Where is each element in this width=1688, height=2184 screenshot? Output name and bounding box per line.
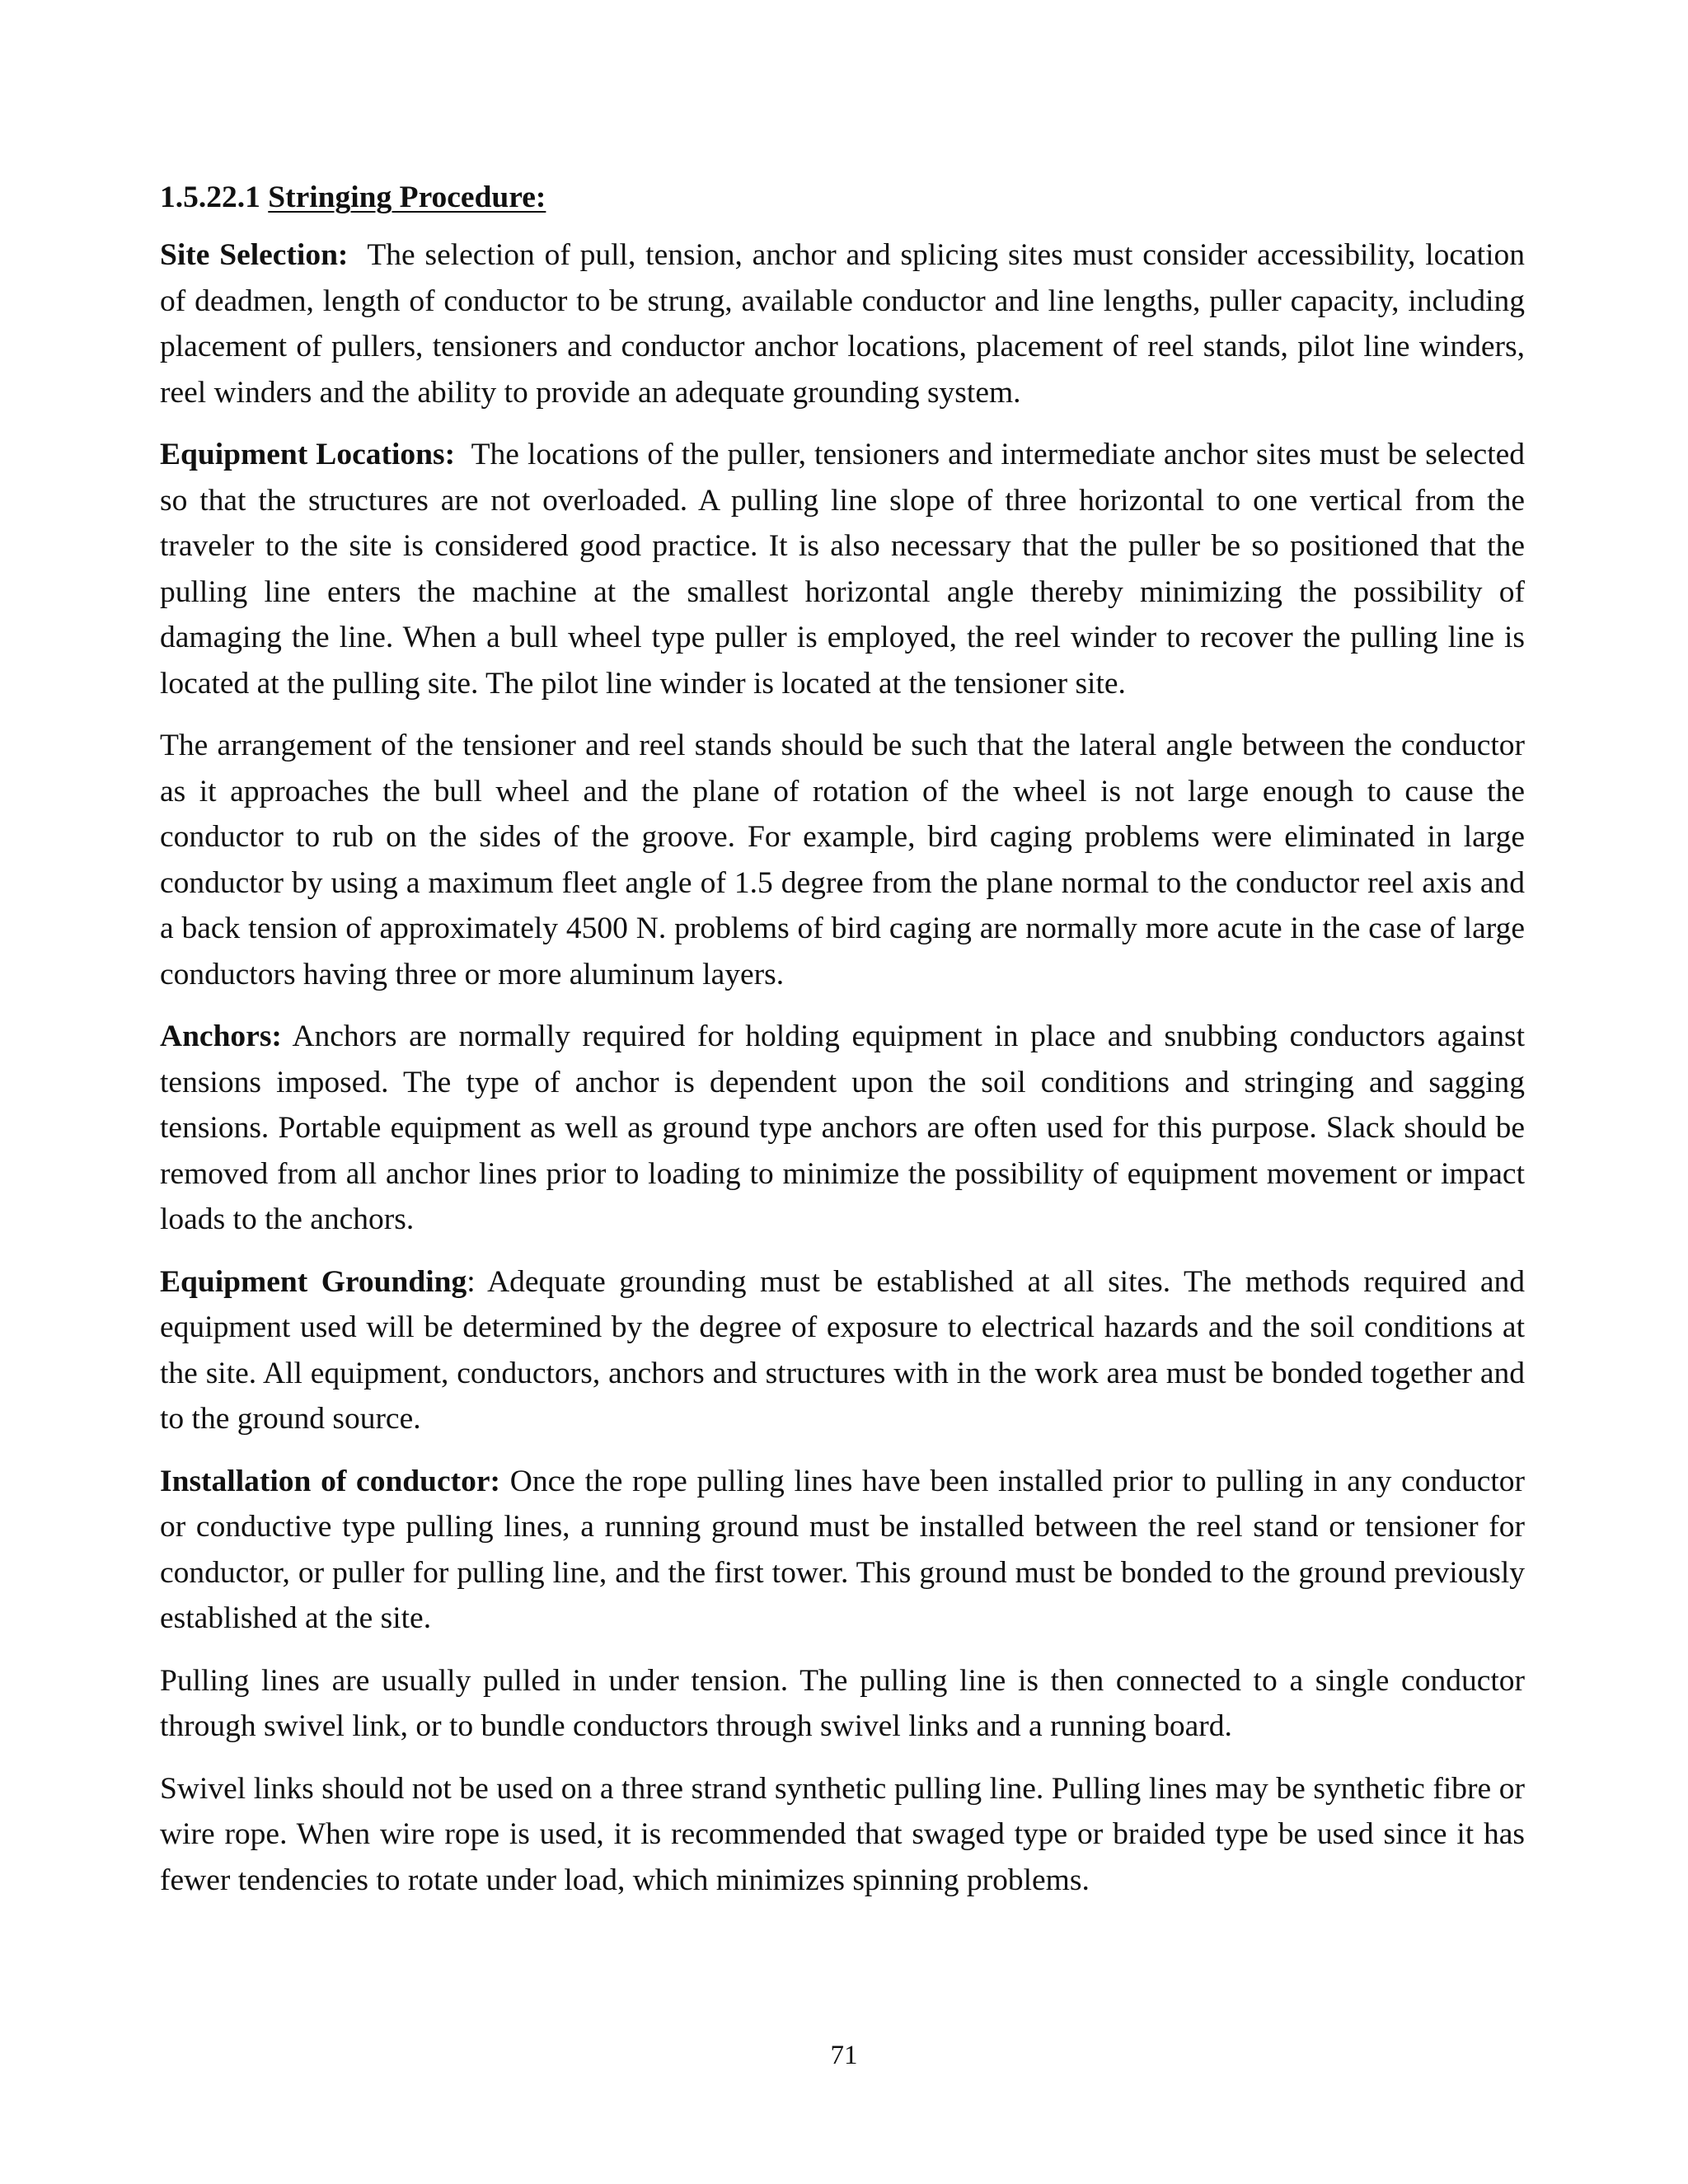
section-heading — [160, 175, 1525, 221]
text-equipment-grounding: : Adequate grounding must be established at all sites. The methods required and equipment used will be determined by the degree of exposure to electrical hazards and the soil conditions at the site. All equipment, conductors, anchors and structures with in the work area must be bonded together and to the ground source. — [160, 1264, 1525, 1436]
paragraph-swivel-links — [160, 1766, 1525, 1904]
term-anchors: Anchors: — [160, 1019, 282, 1053]
term-site-selection: Site Selection: — [160, 238, 349, 272]
paragraph-anchors — [160, 1014, 1525, 1243]
text-pulling-lines: Pulling lines are usually pulled in under tension. The pulling line is then connected to a single conductor through swivel link, or to bundle conductors through swivel links and a running board. — [160, 1663, 1525, 1743]
section-title: Stringing Procedure: — [268, 180, 546, 214]
text-swivel-links: Swivel links should not be used on a three strand synthetic pulling line. Pulling lines may be synthetic fibre or wire rope. When wire rope is used, it is recommended that swaged type or braided type be used since it has fewer tendencies to rotate under load, which minimizes spinning problems. — [160, 1771, 1525, 1897]
text-installation: Once the rope pulling lines have been installed prior to pulling in any conductor or conductive type pulling lines, a running ground must be installed between the reel stand or tensioner for conductor, or puller for pulling line, and the first tower. This ground must be bonded to the ground previously established at the site. — [160, 1464, 1526, 1635]
page-number: 71 — [830, 2041, 858, 2070]
section-number: 1.5.22.1 — [160, 180, 260, 214]
text-arrangement: The arrangement of the tensioner and reel stands should be such that the lateral angle between the conductor as it approaches the bull wheel and the plane of rotation of the wheel is not large enough to cause the conductor to rub on the sides of the groove. For example, bird caging problems were eliminated in large conductor by using a maximum fleet angle of 1.5 degree from the plane normal to the conductor reel axis and a back tension of approximately 4500 N. problems of bird caging are normally more acute in the case of large conductors having three or more aluminum layers. — [160, 729, 1525, 991]
text-equipment-locations: The locations of the puller, tensioners and intermediate anchor sites must be selected so that the structures are not overloaded. A pulling line slope of three horizontal to one vertical from the traveler to the site is considered good practice. It is also necessary that the puller be so positioned that the pulling line enters the machine at the smallest horizontal angle thereby minimizing the possibility of damaging the line. When a bull wheel type puller is employed, the reel winder to recover the pulling line is located at the pulling site. The pilot line winder is located at the tensioner site. — [160, 438, 1526, 701]
paragraph-installation — [160, 1459, 1525, 1642]
paragraph-equipment-grounding — [160, 1259, 1525, 1442]
text-anchors: Anchors are normally required for holding equipment in place and snubbing conductors against tensions imposed. The type of anchor is dependent upon the soil conditions and stringing and sagging tensions. Portable equipment as well as ground type anchors are often used for this purpose. Slack should be removed from all anchor lines prior to loading to minimize the possibility of equipment movement or impact loads to the anchors. — [160, 1019, 1525, 1236]
paragraph-pulling-lines — [160, 1658, 1525, 1750]
text-site-selection: The selection of pull, tension, anchor and splicing sites must consider accessibility, location of deadmen, length of conductor to be strung, available conductor and line lengths, puller capacity, including placement of pullers, tensioners and conductor anchor locations, placement of reel stands, pilot line winders, reel winders and the ability to provide an adequate grounding system. — [160, 238, 1525, 410]
paragraph-site-selection — [160, 232, 1525, 415]
paragraph-equipment-locations — [160, 432, 1525, 706]
paragraph-arrangement — [160, 723, 1525, 997]
page-content — [160, 175, 1525, 1919]
term-installation: Installation of conductor: — [160, 1464, 501, 1498]
term-equipment-locations: Equipment Locations: — [160, 438, 456, 471]
term-equipment-grounding: Equipment Grounding — [160, 1264, 467, 1299]
